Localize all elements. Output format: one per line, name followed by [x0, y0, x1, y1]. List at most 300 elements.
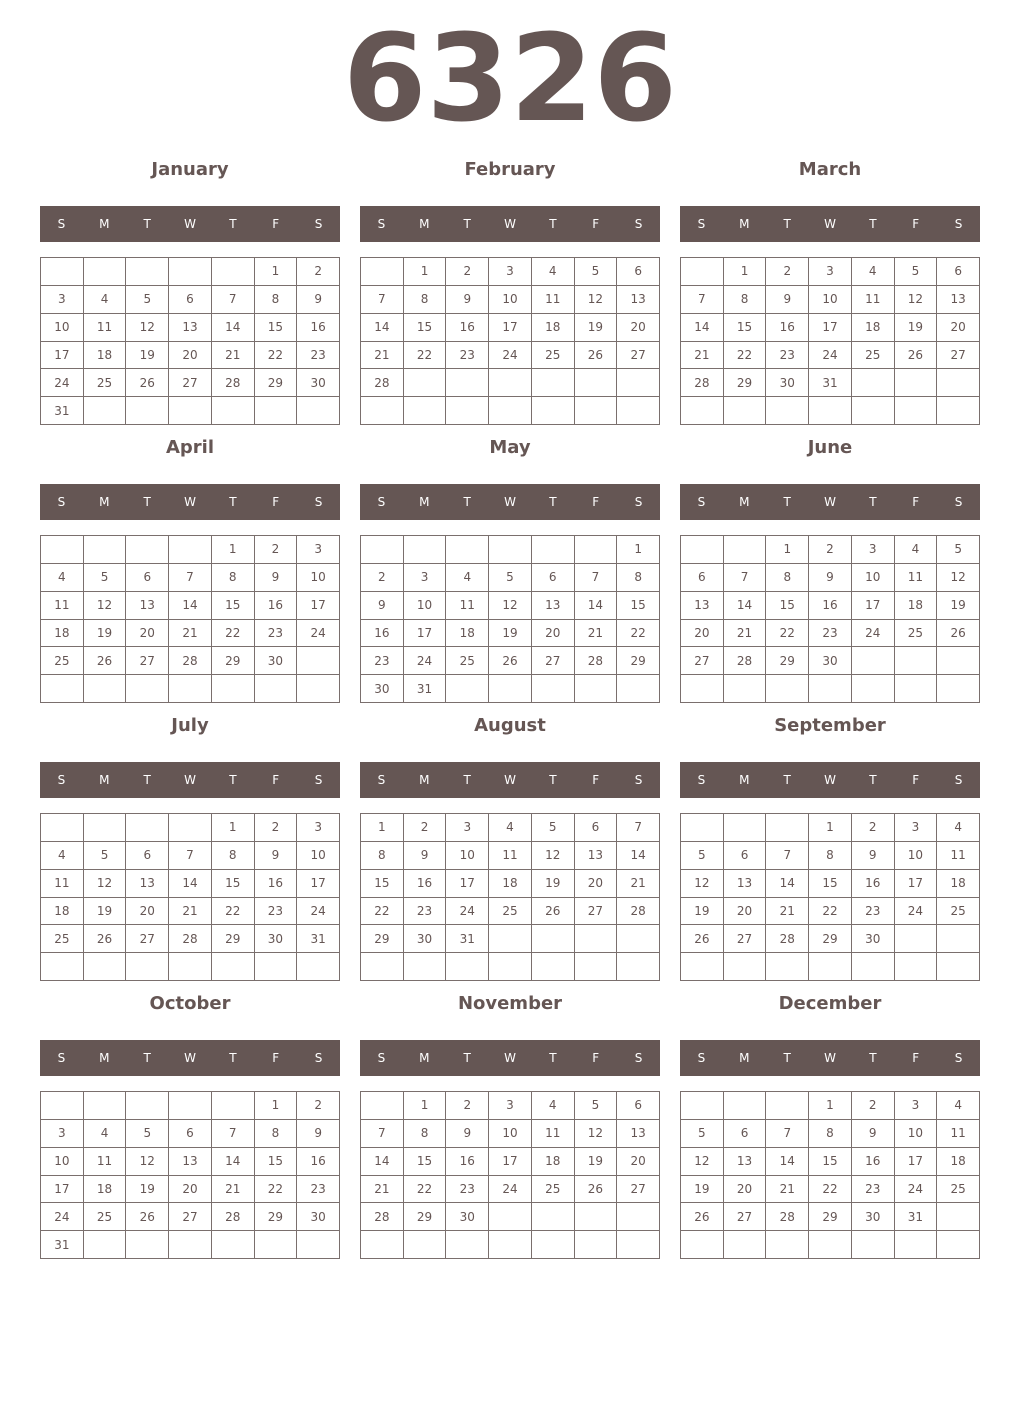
day-cell[interactable]: 1: [809, 1092, 852, 1120]
day-cell[interactable]: 8: [255, 1120, 298, 1148]
day-cell[interactable]: 3: [297, 814, 340, 842]
day-cell[interactable]: 5: [84, 842, 127, 870]
day-cell[interactable]: 8: [404, 286, 447, 314]
day-cell[interactable]: 4: [84, 286, 127, 314]
day-cell[interactable]: 24: [489, 342, 532, 370]
day-cell[interactable]: 2: [446, 1092, 489, 1120]
day-cell[interactable]: 9: [446, 286, 489, 314]
day-cell[interactable]: 9: [255, 842, 298, 870]
day-cell[interactable]: 14: [575, 592, 618, 620]
day-cell[interactable]: 12: [681, 870, 724, 898]
day-cell[interactable]: 22: [809, 898, 852, 926]
day-cell[interactable]: 30: [446, 1203, 489, 1231]
day-cell[interactable]: 23: [852, 898, 895, 926]
day-cell[interactable]: 11: [41, 592, 84, 620]
day-cell[interactable]: 28: [212, 1203, 255, 1231]
day-cell[interactable]: 25: [489, 898, 532, 926]
day-cell[interactable]: 29: [617, 647, 660, 675]
day-cell[interactable]: 21: [169, 898, 212, 926]
day-cell[interactable]: 19: [84, 620, 127, 648]
day-cell[interactable]: 26: [489, 647, 532, 675]
day-cell[interactable]: 14: [724, 592, 767, 620]
day-cell[interactable]: 8: [766, 564, 809, 592]
day-cell[interactable]: 6: [617, 1092, 660, 1120]
day-cell[interactable]: 19: [575, 1148, 618, 1176]
day-cell[interactable]: 10: [489, 1120, 532, 1148]
day-cell[interactable]: 3: [446, 814, 489, 842]
day-cell[interactable]: 6: [169, 1120, 212, 1148]
day-cell[interactable]: 17: [297, 870, 340, 898]
day-cell[interactable]: 7: [766, 842, 809, 870]
day-cell[interactable]: 6: [681, 564, 724, 592]
day-cell[interactable]: 15: [212, 592, 255, 620]
day-cell[interactable]: 29: [361, 925, 404, 953]
day-cell[interactable]: 27: [575, 898, 618, 926]
day-cell[interactable]: 29: [809, 925, 852, 953]
day-cell[interactable]: 24: [41, 369, 84, 397]
day-cell[interactable]: 18: [532, 1148, 575, 1176]
day-cell[interactable]: 12: [489, 592, 532, 620]
day-cell[interactable]: 27: [532, 647, 575, 675]
day-cell[interactable]: 24: [895, 1176, 938, 1204]
day-cell[interactable]: 22: [255, 342, 298, 370]
day-cell[interactable]: 2: [255, 814, 298, 842]
day-cell[interactable]: 11: [446, 592, 489, 620]
day-cell[interactable]: 23: [255, 620, 298, 648]
day-cell[interactable]: 14: [617, 842, 660, 870]
day-cell[interactable]: 7: [361, 286, 404, 314]
day-cell[interactable]: 5: [681, 1120, 724, 1148]
day-cell[interactable]: 11: [895, 564, 938, 592]
day-cell[interactable]: 10: [297, 842, 340, 870]
day-cell[interactable]: 2: [361, 564, 404, 592]
day-cell[interactable]: 9: [766, 286, 809, 314]
day-cell[interactable]: 24: [297, 620, 340, 648]
day-cell[interactable]: 19: [681, 1176, 724, 1204]
day-cell[interactable]: 24: [809, 342, 852, 370]
day-cell[interactable]: 2: [297, 1092, 340, 1120]
day-cell[interactable]: 27: [937, 342, 980, 370]
day-cell[interactable]: 21: [681, 342, 724, 370]
day-cell[interactable]: 1: [212, 814, 255, 842]
day-cell[interactable]: 17: [297, 592, 340, 620]
day-cell[interactable]: 7: [169, 842, 212, 870]
day-cell[interactable]: 24: [41, 1203, 84, 1231]
day-cell[interactable]: 5: [126, 286, 169, 314]
day-cell[interactable]: 25: [852, 342, 895, 370]
day-cell[interactable]: 30: [809, 647, 852, 675]
day-cell[interactable]: 8: [255, 286, 298, 314]
day-cell[interactable]: 30: [852, 1203, 895, 1231]
day-cell[interactable]: 14: [361, 314, 404, 342]
day-cell[interactable]: 1: [361, 814, 404, 842]
day-cell[interactable]: 19: [895, 314, 938, 342]
day-cell[interactable]: 21: [361, 1176, 404, 1204]
day-cell[interactable]: 28: [169, 925, 212, 953]
day-cell[interactable]: 11: [937, 842, 980, 870]
day-cell[interactable]: 18: [84, 342, 127, 370]
day-cell[interactable]: 22: [617, 620, 660, 648]
day-cell[interactable]: 25: [532, 1176, 575, 1204]
day-cell[interactable]: 18: [489, 870, 532, 898]
day-cell[interactable]: 26: [895, 342, 938, 370]
day-cell[interactable]: 27: [126, 925, 169, 953]
day-cell[interactable]: 11: [532, 286, 575, 314]
day-cell[interactable]: 18: [895, 592, 938, 620]
day-cell[interactable]: 3: [895, 1092, 938, 1120]
day-cell[interactable]: 4: [532, 258, 575, 286]
day-cell[interactable]: 3: [809, 258, 852, 286]
day-cell[interactable]: 3: [852, 536, 895, 564]
day-cell[interactable]: 31: [404, 675, 447, 703]
day-cell[interactable]: 5: [895, 258, 938, 286]
day-cell[interactable]: 20: [617, 314, 660, 342]
day-cell[interactable]: 12: [84, 592, 127, 620]
day-cell[interactable]: 12: [575, 1120, 618, 1148]
day-cell[interactable]: 16: [852, 1148, 895, 1176]
day-cell[interactable]: 18: [84, 1176, 127, 1204]
day-cell[interactable]: 5: [937, 536, 980, 564]
day-cell[interactable]: 1: [255, 1092, 298, 1120]
day-cell[interactable]: 10: [489, 286, 532, 314]
day-cell[interactable]: 19: [532, 870, 575, 898]
day-cell[interactable]: 2: [766, 258, 809, 286]
day-cell[interactable]: 15: [724, 314, 767, 342]
day-cell[interactable]: 26: [126, 369, 169, 397]
day-cell[interactable]: 16: [446, 314, 489, 342]
day-cell[interactable]: 8: [809, 1120, 852, 1148]
day-cell[interactable]: 26: [681, 1203, 724, 1231]
day-cell[interactable]: 7: [766, 1120, 809, 1148]
day-cell[interactable]: 22: [809, 1176, 852, 1204]
day-cell[interactable]: 28: [681, 369, 724, 397]
day-cell[interactable]: 27: [724, 925, 767, 953]
day-cell[interactable]: 2: [809, 536, 852, 564]
day-cell[interactable]: 15: [617, 592, 660, 620]
day-cell[interactable]: 12: [575, 286, 618, 314]
day-cell[interactable]: 5: [126, 1120, 169, 1148]
day-cell[interactable]: 10: [809, 286, 852, 314]
day-cell[interactable]: 10: [41, 314, 84, 342]
day-cell[interactable]: 16: [297, 1148, 340, 1176]
day-cell[interactable]: 24: [852, 620, 895, 648]
day-cell[interactable]: 31: [297, 925, 340, 953]
day-cell[interactable]: 30: [404, 925, 447, 953]
day-cell[interactable]: 20: [724, 898, 767, 926]
day-cell[interactable]: 23: [404, 898, 447, 926]
day-cell[interactable]: 22: [212, 620, 255, 648]
day-cell[interactable]: 23: [446, 1176, 489, 1204]
day-cell[interactable]: 16: [404, 870, 447, 898]
day-cell[interactable]: 21: [724, 620, 767, 648]
day-cell[interactable]: 8: [809, 842, 852, 870]
day-cell[interactable]: 6: [575, 814, 618, 842]
day-cell[interactable]: 18: [937, 870, 980, 898]
day-cell[interactable]: 18: [937, 1148, 980, 1176]
day-cell[interactable]: 24: [446, 898, 489, 926]
day-cell[interactable]: 18: [41, 620, 84, 648]
day-cell[interactable]: 19: [937, 592, 980, 620]
day-cell[interactable]: 13: [169, 314, 212, 342]
day-cell[interactable]: 18: [446, 620, 489, 648]
day-cell[interactable]: 28: [766, 1203, 809, 1231]
day-cell[interactable]: 9: [446, 1120, 489, 1148]
day-cell[interactable]: 1: [404, 1092, 447, 1120]
day-cell[interactable]: 25: [84, 369, 127, 397]
day-cell[interactable]: 18: [41, 898, 84, 926]
day-cell[interactable]: 23: [766, 342, 809, 370]
day-cell[interactable]: 7: [212, 286, 255, 314]
day-cell[interactable]: 9: [852, 842, 895, 870]
day-cell[interactable]: 11: [852, 286, 895, 314]
day-cell[interactable]: 4: [937, 814, 980, 842]
day-cell[interactable]: 10: [446, 842, 489, 870]
day-cell[interactable]: 24: [404, 647, 447, 675]
day-cell[interactable]: 11: [84, 1148, 127, 1176]
day-cell[interactable]: 12: [126, 314, 169, 342]
day-cell[interactable]: 30: [255, 925, 298, 953]
day-cell[interactable]: 28: [212, 369, 255, 397]
day-cell[interactable]: 15: [255, 314, 298, 342]
day-cell[interactable]: 21: [212, 342, 255, 370]
day-cell[interactable]: 22: [766, 620, 809, 648]
day-cell[interactable]: 4: [895, 536, 938, 564]
day-cell[interactable]: 10: [297, 564, 340, 592]
day-cell[interactable]: 10: [852, 564, 895, 592]
day-cell[interactable]: 4: [937, 1092, 980, 1120]
day-cell[interactable]: 27: [169, 369, 212, 397]
day-cell[interactable]: 30: [297, 1203, 340, 1231]
day-cell[interactable]: 19: [575, 314, 618, 342]
day-cell[interactable]: 7: [212, 1120, 255, 1148]
day-cell[interactable]: 6: [126, 564, 169, 592]
day-cell[interactable]: 23: [255, 898, 298, 926]
day-cell[interactable]: 15: [404, 1148, 447, 1176]
day-cell[interactable]: 13: [532, 592, 575, 620]
day-cell[interactable]: 21: [169, 620, 212, 648]
day-cell[interactable]: 31: [41, 1231, 84, 1259]
day-cell[interactable]: 31: [446, 925, 489, 953]
day-cell[interactable]: 24: [489, 1176, 532, 1204]
day-cell[interactable]: 2: [852, 1092, 895, 1120]
day-cell[interactable]: 5: [84, 564, 127, 592]
day-cell[interactable]: 3: [297, 536, 340, 564]
day-cell[interactable]: 27: [126, 647, 169, 675]
day-cell[interactable]: 1: [404, 258, 447, 286]
day-cell[interactable]: 15: [809, 870, 852, 898]
day-cell[interactable]: 25: [532, 342, 575, 370]
day-cell[interactable]: 21: [212, 1176, 255, 1204]
day-cell[interactable]: 17: [41, 342, 84, 370]
day-cell[interactable]: 3: [489, 1092, 532, 1120]
day-cell[interactable]: 16: [297, 314, 340, 342]
day-cell[interactable]: 27: [617, 1176, 660, 1204]
day-cell[interactable]: 29: [809, 1203, 852, 1231]
day-cell[interactable]: 20: [126, 620, 169, 648]
day-cell[interactable]: 8: [617, 564, 660, 592]
day-cell[interactable]: 2: [404, 814, 447, 842]
day-cell[interactable]: 21: [766, 898, 809, 926]
day-cell[interactable]: 17: [446, 870, 489, 898]
day-cell[interactable]: 5: [575, 1092, 618, 1120]
day-cell[interactable]: 25: [895, 620, 938, 648]
day-cell[interactable]: 17: [489, 1148, 532, 1176]
day-cell[interactable]: 6: [724, 842, 767, 870]
day-cell[interactable]: 14: [361, 1148, 404, 1176]
day-cell[interactable]: 5: [489, 564, 532, 592]
day-cell[interactable]: 23: [297, 1176, 340, 1204]
day-cell[interactable]: 29: [724, 369, 767, 397]
day-cell[interactable]: 17: [404, 620, 447, 648]
day-cell[interactable]: 18: [532, 314, 575, 342]
day-cell[interactable]: 13: [724, 1148, 767, 1176]
day-cell[interactable]: 22: [404, 342, 447, 370]
day-cell[interactable]: 16: [255, 870, 298, 898]
day-cell[interactable]: 6: [169, 286, 212, 314]
day-cell[interactable]: 1: [766, 536, 809, 564]
day-cell[interactable]: 28: [766, 925, 809, 953]
day-cell[interactable]: 4: [84, 1120, 127, 1148]
day-cell[interactable]: 20: [617, 1148, 660, 1176]
day-cell[interactable]: 6: [937, 258, 980, 286]
day-cell[interactable]: 29: [212, 647, 255, 675]
day-cell[interactable]: 7: [361, 1120, 404, 1148]
day-cell[interactable]: 28: [361, 1203, 404, 1231]
day-cell[interactable]: 22: [724, 342, 767, 370]
day-cell[interactable]: 20: [532, 620, 575, 648]
day-cell[interactable]: 13: [126, 592, 169, 620]
day-cell[interactable]: 17: [852, 592, 895, 620]
day-cell[interactable]: 10: [41, 1148, 84, 1176]
day-cell[interactable]: 14: [681, 314, 724, 342]
day-cell[interactable]: 4: [446, 564, 489, 592]
day-cell[interactable]: 2: [446, 258, 489, 286]
day-cell[interactable]: 6: [532, 564, 575, 592]
day-cell[interactable]: 19: [489, 620, 532, 648]
day-cell[interactable]: 30: [297, 369, 340, 397]
day-cell[interactable]: 23: [852, 1176, 895, 1204]
day-cell[interactable]: 8: [212, 842, 255, 870]
day-cell[interactable]: 3: [895, 814, 938, 842]
day-cell[interactable]: 12: [681, 1148, 724, 1176]
day-cell[interactable]: 23: [361, 647, 404, 675]
day-cell[interactable]: 28: [169, 647, 212, 675]
day-cell[interactable]: 22: [255, 1176, 298, 1204]
day-cell[interactable]: 25: [41, 647, 84, 675]
day-cell[interactable]: 28: [724, 647, 767, 675]
day-cell[interactable]: 13: [126, 870, 169, 898]
day-cell[interactable]: 25: [41, 925, 84, 953]
day-cell[interactable]: 22: [404, 1176, 447, 1204]
day-cell[interactable]: 8: [361, 842, 404, 870]
day-cell[interactable]: 1: [617, 536, 660, 564]
day-cell[interactable]: 30: [255, 647, 298, 675]
day-cell[interactable]: 26: [126, 1203, 169, 1231]
day-cell[interactable]: 19: [84, 898, 127, 926]
day-cell[interactable]: 11: [489, 842, 532, 870]
day-cell[interactable]: 9: [404, 842, 447, 870]
day-cell[interactable]: 24: [297, 898, 340, 926]
day-cell[interactable]: 16: [361, 620, 404, 648]
day-cell[interactable]: 8: [404, 1120, 447, 1148]
day-cell[interactable]: 13: [575, 842, 618, 870]
day-cell[interactable]: 21: [617, 870, 660, 898]
day-cell[interactable]: 13: [681, 592, 724, 620]
day-cell[interactable]: 29: [766, 647, 809, 675]
day-cell[interactable]: 15: [766, 592, 809, 620]
day-cell[interactable]: 21: [766, 1176, 809, 1204]
day-cell[interactable]: 12: [532, 842, 575, 870]
day-cell[interactable]: 27: [724, 1203, 767, 1231]
day-cell[interactable]: 1: [212, 536, 255, 564]
day-cell[interactable]: 11: [532, 1120, 575, 1148]
day-cell[interactable]: 5: [575, 258, 618, 286]
day-cell[interactable]: 23: [446, 342, 489, 370]
day-cell[interactable]: 18: [852, 314, 895, 342]
day-cell[interactable]: 9: [255, 564, 298, 592]
day-cell[interactable]: 13: [724, 870, 767, 898]
day-cell[interactable]: 26: [575, 1176, 618, 1204]
day-cell[interactable]: 13: [169, 1148, 212, 1176]
day-cell[interactable]: 31: [41, 397, 84, 425]
day-cell[interactable]: 27: [617, 342, 660, 370]
day-cell[interactable]: 20: [169, 1176, 212, 1204]
day-cell[interactable]: 16: [255, 592, 298, 620]
day-cell[interactable]: 29: [404, 1203, 447, 1231]
day-cell[interactable]: 13: [937, 286, 980, 314]
day-cell[interactable]: 29: [212, 925, 255, 953]
day-cell[interactable]: 20: [937, 314, 980, 342]
day-cell[interactable]: 9: [297, 286, 340, 314]
day-cell[interactable]: 3: [41, 1120, 84, 1148]
day-cell[interactable]: 26: [681, 925, 724, 953]
day-cell[interactable]: 25: [937, 1176, 980, 1204]
day-cell[interactable]: 20: [681, 620, 724, 648]
day-cell[interactable]: 17: [489, 314, 532, 342]
day-cell[interactable]: 27: [169, 1203, 212, 1231]
day-cell[interactable]: 28: [575, 647, 618, 675]
day-cell[interactable]: 14: [169, 870, 212, 898]
day-cell[interactable]: 5: [532, 814, 575, 842]
day-cell[interactable]: 10: [895, 1120, 938, 1148]
day-cell[interactable]: 30: [852, 925, 895, 953]
day-cell[interactable]: 19: [126, 1176, 169, 1204]
day-cell[interactable]: 4: [41, 564, 84, 592]
day-cell[interactable]: 25: [446, 647, 489, 675]
day-cell[interactable]: 31: [895, 1203, 938, 1231]
day-cell[interactable]: 17: [809, 314, 852, 342]
day-cell[interactable]: 21: [575, 620, 618, 648]
day-cell[interactable]: 20: [126, 898, 169, 926]
day-cell[interactable]: 17: [895, 870, 938, 898]
day-cell[interactable]: 22: [361, 898, 404, 926]
day-cell[interactable]: 2: [297, 258, 340, 286]
day-cell[interactable]: 15: [809, 1148, 852, 1176]
day-cell[interactable]: 28: [361, 369, 404, 397]
day-cell[interactable]: 8: [724, 286, 767, 314]
day-cell[interactable]: 27: [681, 647, 724, 675]
day-cell[interactable]: 11: [937, 1120, 980, 1148]
day-cell[interactable]: 28: [617, 898, 660, 926]
day-cell[interactable]: 11: [84, 314, 127, 342]
day-cell[interactable]: 4: [852, 258, 895, 286]
day-cell[interactable]: 12: [84, 870, 127, 898]
day-cell[interactable]: 20: [575, 870, 618, 898]
day-cell[interactable]: 13: [617, 1120, 660, 1148]
day-cell[interactable]: 20: [724, 1176, 767, 1204]
day-cell[interactable]: 1: [724, 258, 767, 286]
day-cell[interactable]: 31: [809, 369, 852, 397]
